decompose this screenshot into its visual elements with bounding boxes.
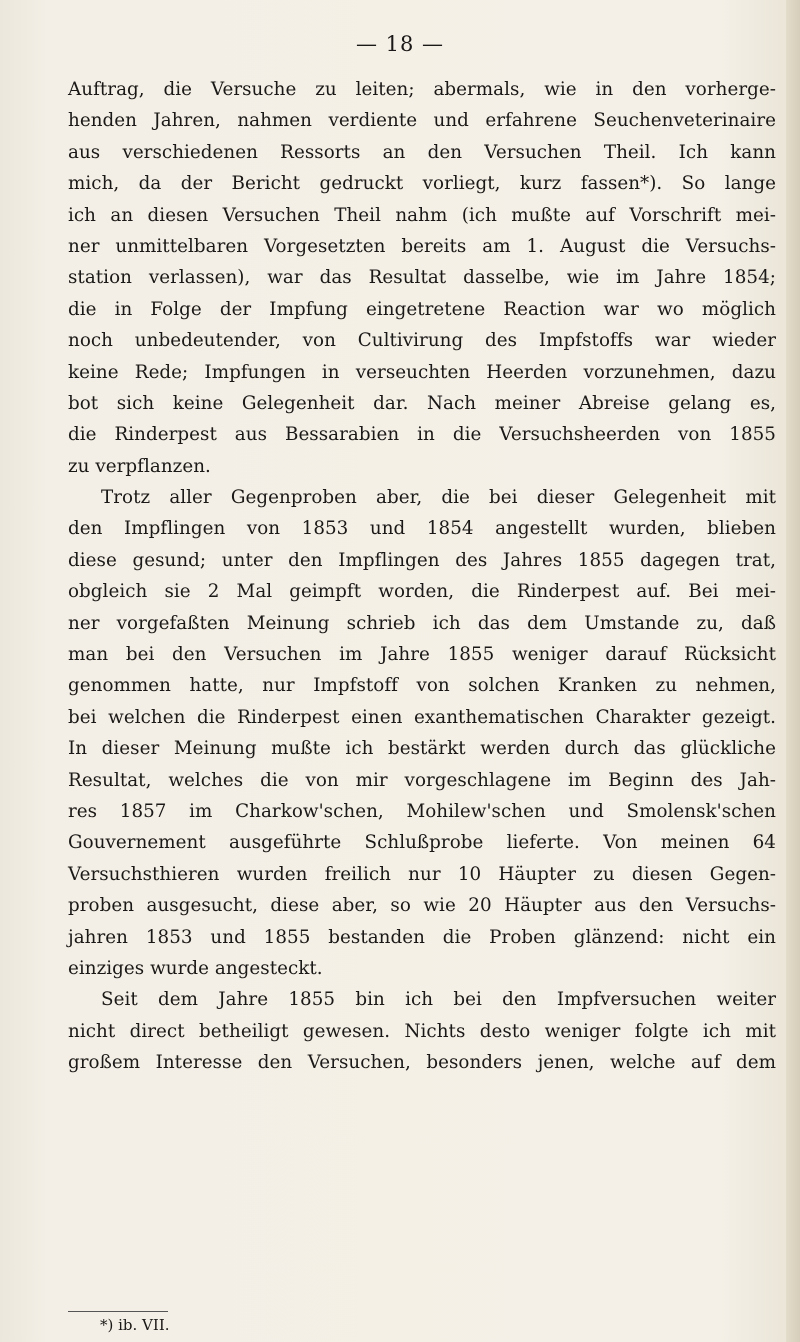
text-line: station verlassen), war das Resultat dasselbe, wie im Jahre 1854; <box>68 267 776 289</box>
text-line: In dieser Meinung mußte ich bestärkt werden durch das glückliche <box>68 738 776 760</box>
text-line: keine Rede; Impfungen in verseuchten Heerden vorzunehmen, dazu <box>68 361 776 383</box>
text-line: die Rinderpest aus Bessarabien in die Versuchsheerden von 1855 <box>68 424 776 446</box>
text-line: nicht direct betheiligt gewesen. Nichts desto weniger folgte ich mit <box>68 1020 776 1042</box>
page-edge-shadow <box>786 0 800 1342</box>
text-line: Gouvernement ausgeführte Schlußprobe lieferte. Von meinen 64 <box>68 832 776 854</box>
text-line: aus verschiedenen Ressorts an den Versuchen Theil. Ich kann <box>68 141 776 163</box>
text-line: mich, da der Bericht gedruckt vorliegt, kurz fassen*). So lange <box>68 173 776 195</box>
text-line: großem Interesse den Versuchen, besonders jenen, welche auf dem <box>68 1052 776 1074</box>
paragraph-start-line: Trotz aller Gegenproben aber, die bei dieser Gelegenheit mit <box>101 487 776 509</box>
text-line: Versuchsthieren wurden freilich nur 10 Häupter zu diesen Gegen- <box>68 863 776 885</box>
footnote: *) ib. VII. <box>100 1316 170 1334</box>
paragraph-end-line: einziges wurde angesteckt. <box>68 957 323 979</box>
text-line: henden Jahren, nahmen verdiente und erfahrene Seuchenveterinaire <box>68 110 776 132</box>
text-line: bot sich keine Gelegenheit dar. Nach meiner Abreise gelang es, <box>68 392 776 414</box>
text-line: die in Folge der Impfung eingetretene Reaction war wo möglich <box>68 298 776 320</box>
text-line: ner unmittelbaren Vorgesetzten bereits am 1. August die Versuchs- <box>68 235 776 257</box>
body-text <box>68 74 776 1079</box>
text-line: obgleich sie 2 Mal geimpft worden, die Rinderpest auf. Bei mei- <box>68 581 776 603</box>
text-line: ner vorgefaßten Meinung schrieb ich das dem Umstande zu, daß <box>68 612 776 634</box>
text-line: bei welchen die Rinderpest einen exanthematischen Charakter gezeigt. <box>68 706 776 728</box>
text-line: jahren 1853 und 1855 bestanden die Proben glänzend: nicht ein <box>68 926 776 948</box>
text-line: Resultat, welches die von mir vorgeschlagene im Beginn des Jah- <box>68 769 776 791</box>
page-number: — 18 — <box>355 32 445 56</box>
text-line: genommen hatte, nur Impfstoff von solchen Kranken zu nehmen, <box>68 675 776 697</box>
text-line: Auftrag, die Versuche zu leiten; abermals, wie in den vorherge- <box>68 79 776 100</box>
text-line: noch unbedeutender, von Cultivirung des Impfstoffs war wieder <box>68 330 776 352</box>
text-line: diese gesund; unter den Impflingen des Jahres 1855 dagegen trat, <box>68 549 776 571</box>
paragraph-start-line: Seit dem Jahre 1855 bin ich bei den Impfversuchen weiter <box>101 989 776 1011</box>
paragraph-end-line: zu verpflanzen. <box>68 455 211 477</box>
text-line: man bei den Versuchen im Jahre 1855 weniger darauf Rücksicht <box>68 644 776 666</box>
text-line: den Impflingen von 1853 und 1854 angestellt wurden, blieben <box>68 518 776 540</box>
footnote-divider <box>68 1311 168 1312</box>
text-line: proben ausgesucht, diese aber, so wie 20 Häupter aus den Versuchs- <box>68 895 776 917</box>
text-line: ich an diesen Versuchen Theil nahm (ich mußte auf Vorschrift mei- <box>68 204 776 226</box>
text-line: res 1857 im Charkow'schen, Mohilew'schen und Smolensk'schen <box>68 800 776 822</box>
